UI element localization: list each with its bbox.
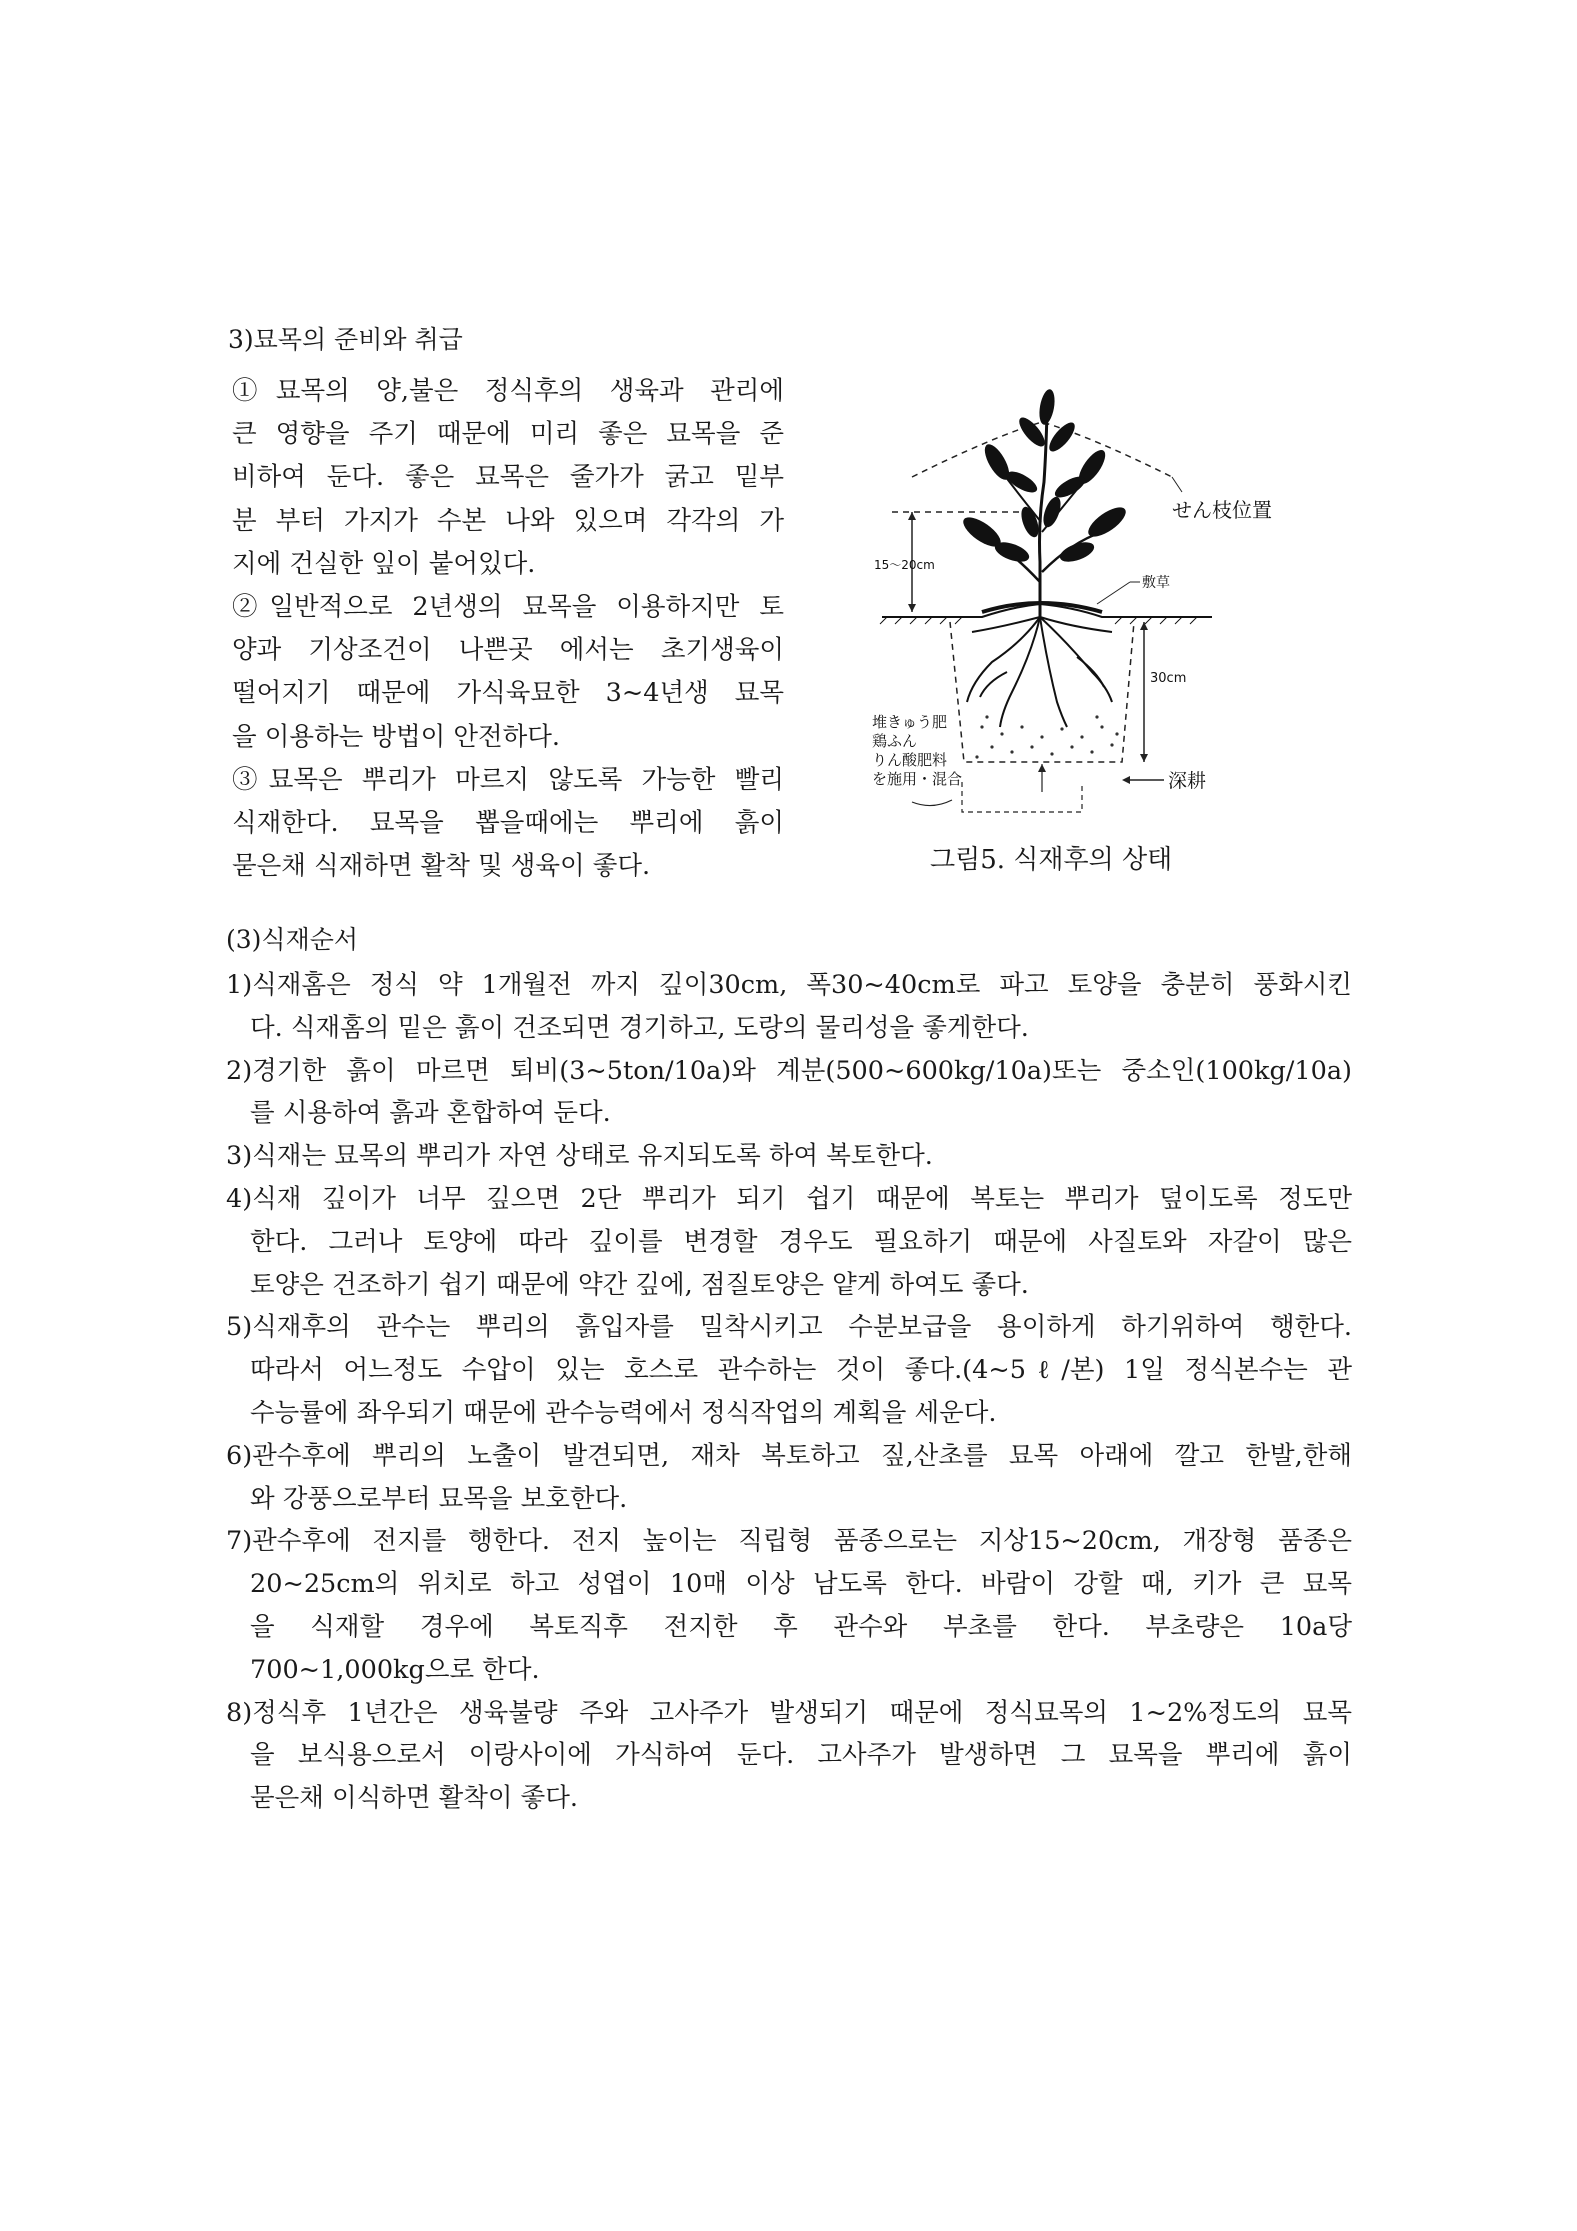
text-line: 큰 영향을 주기 때문에 미리 좋은 묘목을 준 xyxy=(232,419,784,450)
roots xyxy=(967,617,1112,727)
arrow-icon xyxy=(1038,764,1046,772)
text-line: 떨어지기 때문에 가식육묘한 3~4년생 묘목 xyxy=(232,678,784,709)
arrow-icon xyxy=(1122,776,1130,784)
ground-surface xyxy=(882,604,1212,617)
text-line: 다. 식재홈의 밑은 흙이 건조되면 경기하고, 도랑의 물리성을 좋게한다. xyxy=(250,1012,1029,1043)
mulch-label: 敷草 xyxy=(1142,575,1170,591)
arrow-icon xyxy=(1140,622,1148,630)
list-item xyxy=(226,1306,1352,1434)
text-line: 6)관수후에 뿌리의 노출이 발견되면, 재차 복토하고 짚,산초를 묘목 아래에 깔고 한발,한해 xyxy=(226,1440,1352,1471)
text-line: 분 부터 가지가 수본 나와 있으며 각각의 가 xyxy=(232,505,784,536)
text-line: ①묘목의 양,불은 정식후의 생육과 관리에 xyxy=(232,376,784,406)
figure-caption: 그림5. 식재후의 상태 xyxy=(930,845,1173,875)
height-range-label: 15～20cm xyxy=(874,558,935,572)
list-item xyxy=(226,1178,1352,1306)
arrow-icon xyxy=(908,512,916,520)
text-line: 지에 건실한 잎이 붙어있다. xyxy=(232,548,536,579)
fertilizer-label-1: 堆きゅう肥 xyxy=(872,713,948,731)
text-line: 수능률에 좌우되기 때문에 관수능력에서 정식작업의 계획을 세운다. xyxy=(250,1397,997,1428)
pruning-arc xyxy=(912,422,1172,477)
planting-steps-list xyxy=(226,964,1352,1820)
mulch-leader xyxy=(1097,582,1130,604)
tillage-zone xyxy=(962,782,1082,812)
list-item xyxy=(226,1520,1352,1691)
pruning-position-label: せん枝位置 xyxy=(1172,498,1272,522)
text-line: 7)관수후에 전지를 행한다. 전지 높이는 직립형 품종으로는 지상15~20cm, 개장형 품종은 xyxy=(226,1526,1352,1557)
text-line: 를 시용하여 흙과 혼합하여 둔다. xyxy=(250,1098,611,1129)
planting-procedure-title: (3)식재순서 xyxy=(226,925,359,954)
text-line: 토양은 건조하기 쉽기 때문에 약간 깊에, 점질토양은 얕게 하여도 좋다. xyxy=(250,1269,1029,1300)
text-line: 비하여 둔다. 좋은 묘목은 줄가가 굵고 밑부 xyxy=(232,462,784,493)
list-item xyxy=(226,1692,1352,1820)
text-line: 700~1,000kg으로 한다. xyxy=(250,1654,540,1685)
text-line: 식재한다. 묘목을 뽑을때에는 뿌리에 흙이 xyxy=(232,808,784,839)
planting-figure xyxy=(872,382,1272,832)
text-line: 따라서 어느정도 수압이 있는 호스로 관수하는 것이 좋다.(4~5ℓ/본) 1일 정식본수는 관 xyxy=(250,1355,1352,1386)
text-line: 8)정식후 1년간은 생육불량 주와 고사주가 발생되기 때문에 정식묘목의 1~2%정도의 묘목 xyxy=(226,1697,1352,1728)
text-line: 을 식재할 경우에 복토직후 전지한 후 관수와 부초를 한다. 부초량은 10a당 xyxy=(250,1611,1352,1642)
text-line: 을 이용하는 방법이 안전하다. xyxy=(232,721,561,752)
text-line: 양과 기상조건이 나쁜곳 에서는 초기생육이 xyxy=(232,635,784,666)
text-line: 3)식재는 묘목의 뿌리가 자연 상태로 유지되도록 하여 복토한다. xyxy=(226,1141,933,1172)
fertilizer-brace xyxy=(912,800,952,806)
text-line: 5)식재후의 관수는 뿌리의 흙입자를 밀착시키고 수분보급을 용이하게 하기위하여 행한다. xyxy=(226,1312,1352,1343)
planting-illustration xyxy=(872,382,1272,832)
text-line: 4)식재 깊이가 너무 깊으면 2단 뿌리가 되기 쉽기 때문에 복토는 뿌리가 덮이도록 정도만 xyxy=(226,1183,1352,1214)
text-line: 1)식재홈은 정식 약 1개월전 까지 깊이30cm, 폭30~40cm로 파고 토양을 충분히 풍화시킨 xyxy=(226,970,1352,1000)
depth-label: 30cm xyxy=(1150,671,1187,686)
text-line: ②일반적으로 2년생의 묘목을 이용하지만 토 xyxy=(232,592,784,623)
text-line: 한다. 그러나 토양에 따라 깊이를 변경할 경우도 필요하기 때문에 사질토와 자갈이 많은 xyxy=(250,1226,1352,1257)
text-line: 2)경기한 흙이 마르면 퇴비(3~5ton/10a)와 계분(500~600kg/10a)또는 중소인(100kg/10a) xyxy=(226,1055,1352,1086)
text-line: 묻은채 식재하면 활착 및 생육이 좋다. xyxy=(232,851,651,882)
section-title: 3)묘목의 준비와 취급 xyxy=(228,325,463,354)
list-item xyxy=(226,1435,1352,1521)
seedling-prep-text xyxy=(232,370,784,888)
planting-hole xyxy=(950,622,1134,762)
arrow-icon xyxy=(1140,754,1148,762)
fertilizer-label-4: を施用・混合 xyxy=(872,770,963,788)
list-item xyxy=(226,964,1352,1050)
arrow-icon xyxy=(908,604,916,612)
text-line: ③묘목은 뿌리가 마르지 않도록 가능한 빨리 xyxy=(232,764,784,795)
text-line: 20~25cm의 위치로 하고 성엽이 10매 이상 남도록 한다. 바람이 강할 때, 키가 큰 묘목 xyxy=(250,1569,1352,1600)
fertilizer-label-2: 鶏ふん xyxy=(872,732,918,750)
deep-tillage-label: 深耕 xyxy=(1168,770,1207,792)
text-line: 묻은채 이식하면 활착이 좋다. xyxy=(250,1783,579,1814)
list-item xyxy=(226,1050,1352,1136)
fertilizer-label-3: りん酸肥料 xyxy=(872,751,948,769)
fertilizer-dots xyxy=(975,715,1118,758)
list-item xyxy=(226,1135,1352,1178)
pruning-leader xyxy=(1172,477,1182,492)
text-line: 와 강풍으로부터 묘목을 보호한다. xyxy=(250,1483,628,1514)
text-line: 을 보식용으로서 이랑사이에 가식하여 둔다. 고사주가 발생하면 그 묘목을 뿌리에 흙이 xyxy=(250,1740,1352,1771)
